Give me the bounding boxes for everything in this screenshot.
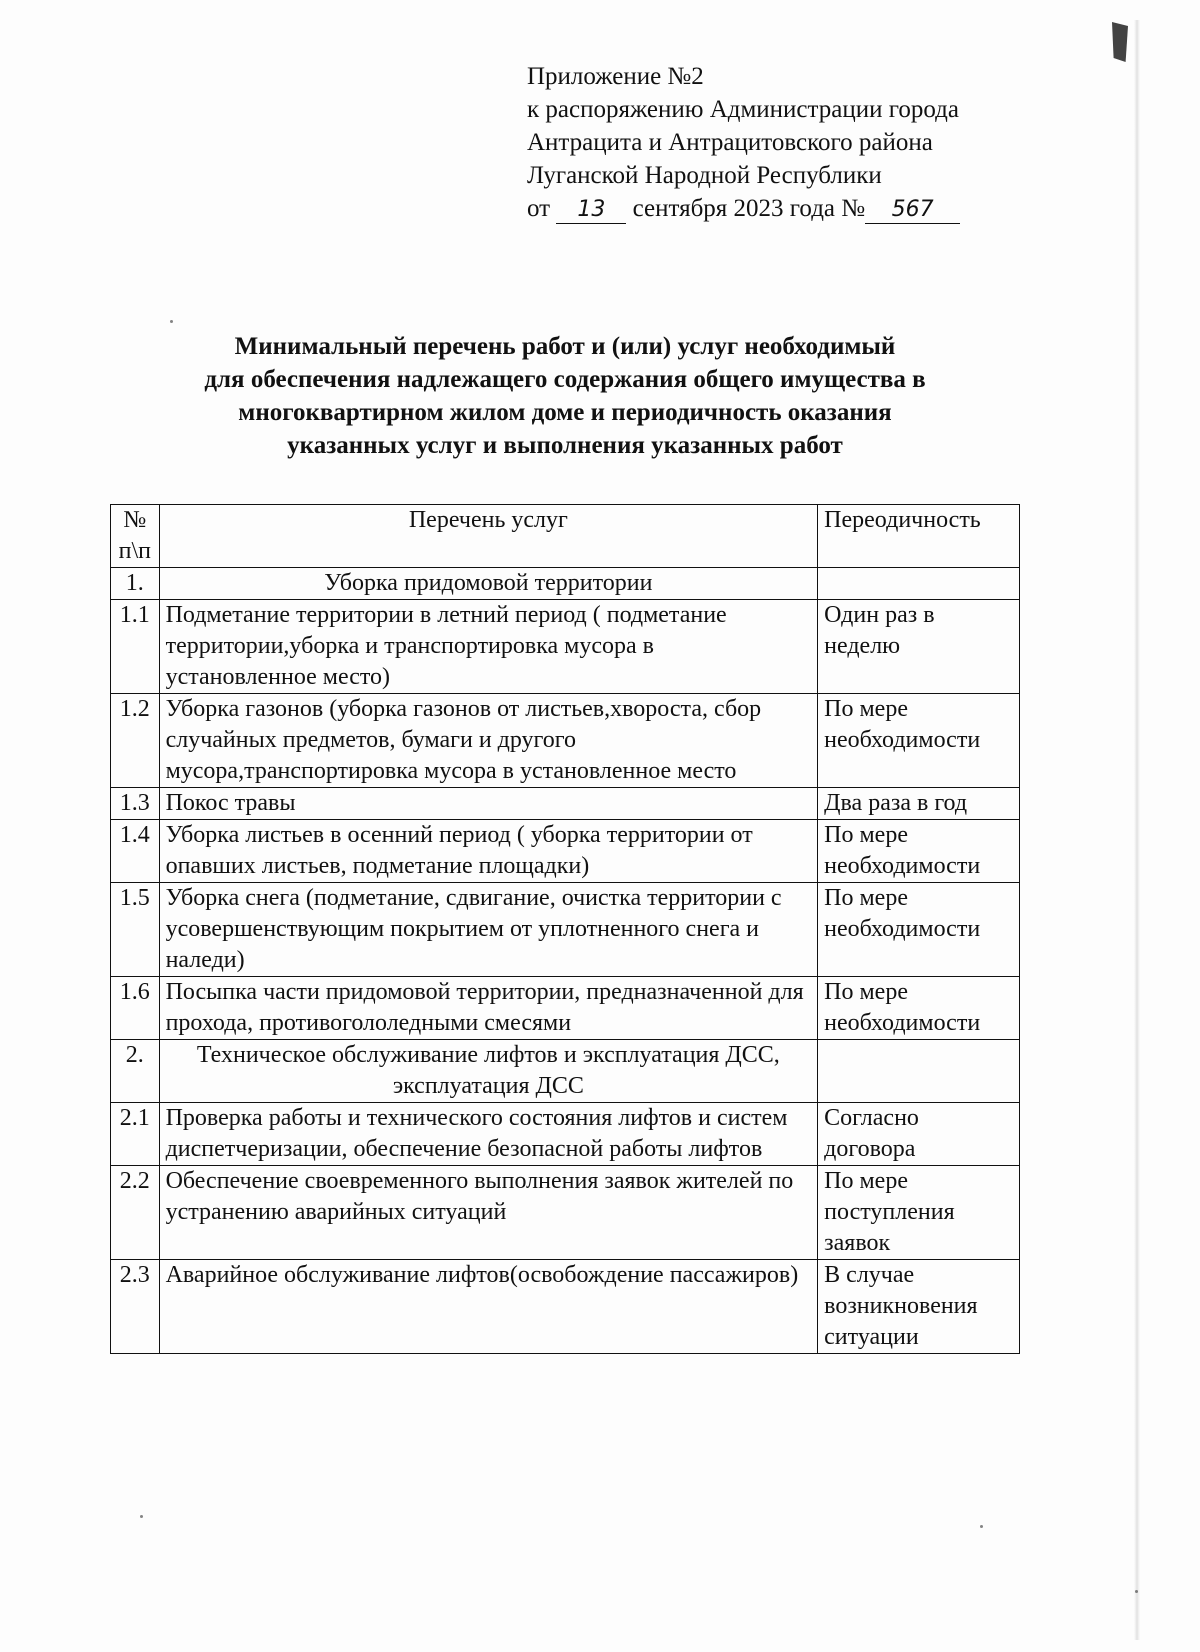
appendix-line: Антрацита и Антрацитовского района (527, 129, 933, 156)
row-period: По мере необходимости (818, 694, 1020, 788)
row-service: Уборка придомовой территории (159, 568, 818, 600)
row-period (818, 1040, 1020, 1103)
row-number: 1.5 (111, 883, 160, 977)
row-service: Техническое обслуживание лифтов и эксплуатация ДСС, эксплуатация ДСС (159, 1040, 818, 1103)
row-period: По мере необходимости (818, 820, 1020, 883)
row-number: 2.3 (111, 1260, 160, 1354)
scan-speck (140, 1515, 143, 1518)
row-service: Обеспечение своевременного выполнения заявок жителей по устранению аварийных ситуаций (159, 1166, 818, 1260)
row-period: В случае возникновения ситуации (818, 1260, 1020, 1354)
row-service: Уборка листьев в осенний период ( уборка территории от опавших листьев, подметание площадки) (159, 820, 818, 883)
header-service: Перечень услуг (159, 505, 818, 568)
row-number: 2.1 (111, 1103, 160, 1166)
table-row (111, 977, 1020, 1040)
row-number: 1.1 (111, 600, 160, 694)
row-number: 1.3 (111, 788, 160, 820)
table-row (111, 1166, 1020, 1260)
row-period (818, 568, 1020, 600)
row-period: По мере необходимости (818, 883, 1020, 977)
scan-artifact (1112, 22, 1128, 62)
row-number: 1. (111, 568, 160, 600)
scan-speck (1135, 1590, 1138, 1593)
row-service: Посыпка части придомовой территории, предназначенной для прохода, противогололедными смесями (159, 977, 818, 1040)
row-period: По мере поступления заявок (818, 1166, 1020, 1260)
appendix-line: Луганской Народной Республики (527, 162, 882, 189)
row-service: Проверка работы и технического состояния лифтов и систем диспетчеризации, обеспечение безопасной работы лифтов (159, 1103, 818, 1166)
row-period: Один раз в неделю (818, 600, 1020, 694)
row-number: 2. (111, 1040, 160, 1103)
title-line: многоквартирном жилом доме и периодичность оказания (238, 399, 892, 426)
scan-speck (170, 320, 173, 323)
title-line: указанных услуг и выполнения указанных работ (287, 432, 843, 459)
table-row (111, 788, 1020, 820)
table-header-row (111, 505, 1020, 568)
row-service: Подметание территории в летний период ( подметание территории,уборка и транспортировка мусора в установленное место) (159, 600, 818, 694)
scan-edge-shadow (1134, 20, 1140, 1640)
table-row (111, 1260, 1020, 1354)
table-row (111, 694, 1020, 788)
appendix-header (527, 60, 1047, 225)
row-period: По мере необходимости (818, 977, 1020, 1040)
date-prefix: от (527, 195, 551, 222)
scan-speck (980, 1525, 983, 1528)
row-number: 1.4 (111, 820, 160, 883)
table-row (111, 600, 1020, 694)
row-number: 1.6 (111, 977, 160, 1040)
row-period: Согласно договора (818, 1103, 1020, 1166)
appendix-date-line (527, 192, 1047, 225)
date-day-handwritten: 13 (556, 197, 626, 224)
appendix-title: Приложение №2 (527, 63, 704, 90)
row-service: Аварийное обслуживание лифтов(освобождение пассажиров) (159, 1260, 818, 1354)
row-service: Покос травы (159, 788, 818, 820)
row-period: Два раза в год (818, 788, 1020, 820)
order-number-handwritten: 567 (865, 197, 960, 224)
appendix-line: к распоряжению Администрации города (527, 96, 959, 123)
document-title (110, 330, 1020, 462)
table-row (111, 883, 1020, 977)
header-period: Переодичность (818, 505, 1020, 568)
row-service: Уборка снега (подметание, сдвигание, очистка территории с усовершенствующим покрытием от уплотненного снега и наледи) (159, 883, 818, 977)
header-num: № п\п (111, 505, 160, 568)
section-row (111, 1040, 1020, 1103)
title-line: Минимальный перечень работ и (или) услуг необходимый (234, 333, 896, 360)
section-row (111, 568, 1020, 600)
row-number: 2.2 (111, 1166, 160, 1260)
title-line: для обеспечения надлежащего содержания общего имущества в (204, 366, 926, 393)
table-body (111, 568, 1020, 1354)
date-middle: сентября 2023 года № (632, 195, 866, 222)
services-table (110, 504, 1020, 1354)
table-row (111, 820, 1020, 883)
row-number: 1.2 (111, 694, 160, 788)
row-service: Уборка газонов (уборка газонов от листьев,хвороста, сбор случайных предметов, бумаги и другого мусора,транспортировка мусора в установленное место (159, 694, 818, 788)
table-row (111, 1103, 1020, 1166)
